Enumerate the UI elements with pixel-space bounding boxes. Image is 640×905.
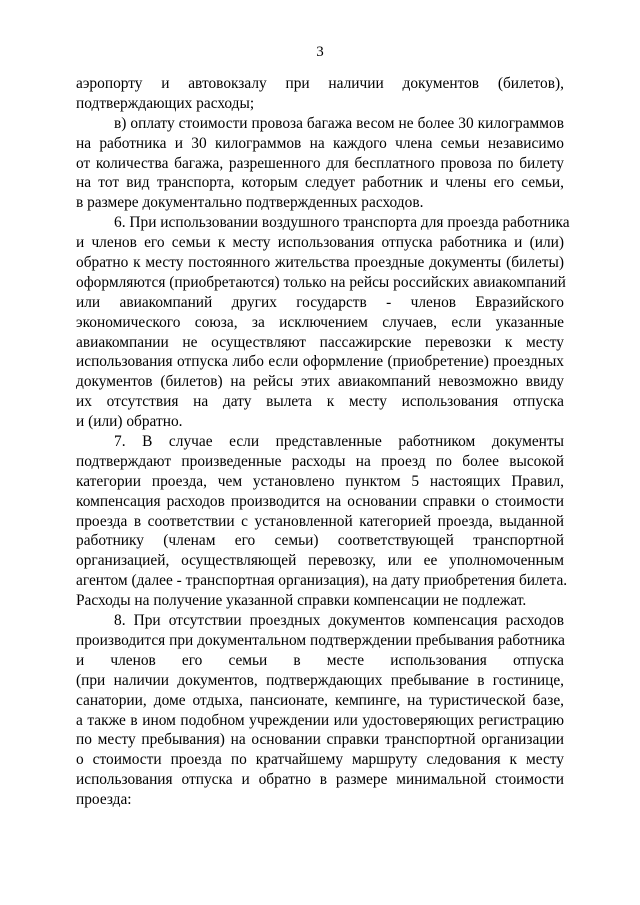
paragraph-baggage (76, 114, 564, 213)
paragraph-item-7 (76, 432, 568, 611)
document-body (76, 74, 570, 810)
text-line: проезда в соответствии с установленной категорией проезда, выданной (76, 512, 564, 530)
text-line: на тот вид транспорта, которым следует работник и члены его семьи, (76, 174, 564, 192)
text-line: 7. В случае если представленные работником документы (114, 433, 564, 451)
text-line: и членов его семьи к месту использования отпуска работника и (или) (76, 234, 564, 252)
text-line: организацией, осуществляющей перевозку, или ее уполномоченным (76, 552, 564, 570)
text-line: проезда: (76, 791, 132, 809)
text-line: 6. При использовании воздушного транспорта для проезда работника (114, 214, 570, 232)
text-line: (при наличии документов, подтверждающих пребывание в гостинице, (76, 671, 564, 689)
text-line: категории проезда, чем установлено пунктом 5 настоящих Правил, (76, 472, 564, 490)
paragraph-airport-continuation (76, 74, 564, 114)
text-line: в размере документально подтвержденных расходов. (76, 194, 424, 212)
text-line: 8. При отсутствии проездных документов компенсация расходов (114, 612, 564, 630)
text-line: аэропорту и автовокзалу при наличии документов (билетов), (76, 75, 564, 92)
text-line: или авиакомпаний других государств - членов Евразийского (76, 293, 564, 311)
text-line: их отсутствия на дату вылета к месту использования отпуска (76, 393, 564, 411)
text-line: и членов его семьи в месте использования отпуска (76, 651, 564, 669)
text-line: авиакомпании не осуществляют пассажирские перевозки к месту (76, 333, 564, 351)
text-line: от количества багажа, разрешенного для бесплатного провоза по билету (76, 154, 564, 172)
text-line: обратно к месту постоянного жительства проездные документы (билеты) (76, 254, 564, 272)
text-line: а также в ином подобном учреждении или удостоверяющих регистрацию (76, 711, 564, 729)
text-line: санатории, доме отдыха, пансионате, кемпинге, на туристической базе, (76, 691, 564, 709)
text-line: использования отпуска и обратно в размере минимальной стоимости (76, 771, 564, 789)
text-line: использования отпуска либо если оформление (приобретение) проездных (76, 353, 564, 371)
text-line: и (или) обратно. (76, 413, 183, 431)
text-line: компенсация расходов производится на основании справки о стоимости (76, 492, 564, 510)
text-line: подтверждающих расходы; (76, 94, 255, 112)
text-line: документов (билетов) на рейсы этих авиакомпаний невозможно ввиду (76, 373, 564, 391)
paragraph-item-6 (76, 213, 570, 432)
text-line: на работника и 30 килограммов на каждого члена семьи независимо (76, 134, 564, 152)
text-line: работнику (членам его семьи) соответствующей транспортной (76, 532, 564, 550)
paragraph-item-8 (76, 611, 564, 810)
page-number: 3 (316, 44, 324, 60)
text-line: оформляются (приобретаются) только на рейсы российских авиакомпаний (76, 273, 566, 291)
text-line: по месту пребывания) на основании справки транспортной организации (76, 731, 564, 749)
text-line: о стоимости проезда по кратчайшему маршруту следования к месту (76, 751, 564, 769)
text-line: в) оплату стоимости провоза багажа весом не более 30 килограммов (114, 114, 564, 132)
text-line: подтверждают произведенные расходы на проезд по более высокой (76, 452, 564, 470)
text-line: Расходы на получение указанной справки компенсации не подлежат. (76, 592, 527, 610)
text-line: производится при документальном подтверждении пребывания работника (76, 631, 565, 649)
text-line: экономического союза, за исключением случаев, если указанные (76, 313, 564, 331)
text-line: агентом (далее - транспортная организация), на дату приобретения билета. (76, 572, 568, 590)
